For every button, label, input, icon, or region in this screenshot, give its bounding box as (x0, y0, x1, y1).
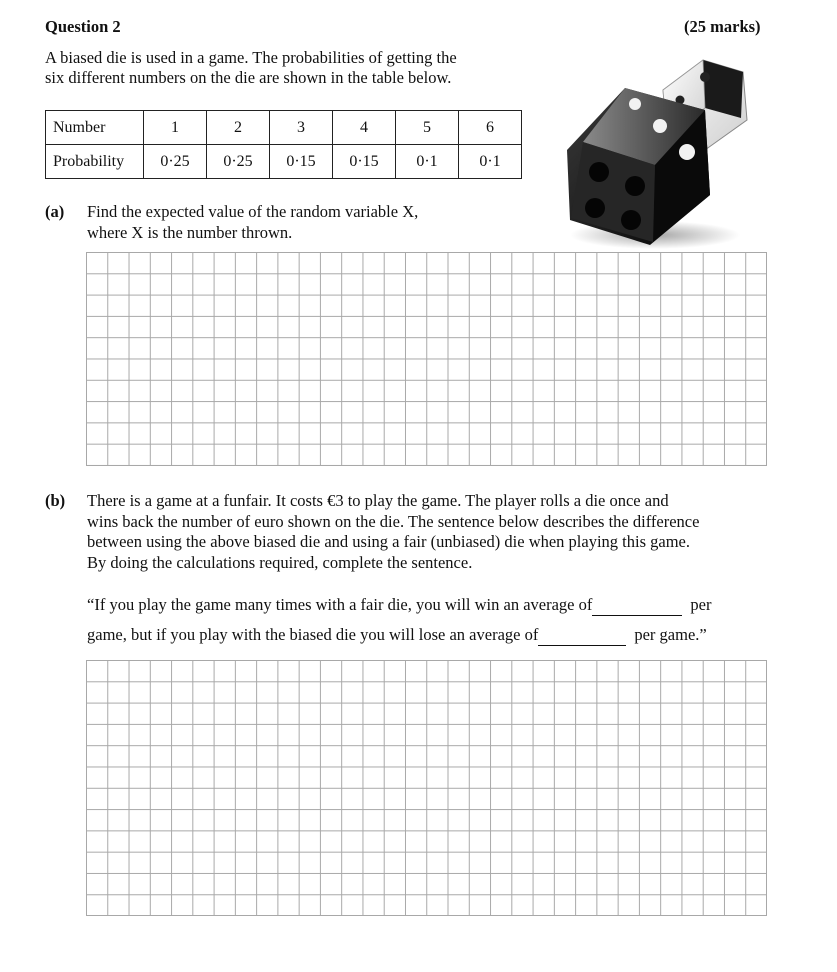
part-b-label: (b) (45, 491, 66, 510)
number-cell: 3 (270, 111, 333, 145)
part-b-line-4: By doing the calculations required, complete the sentence. (87, 552, 473, 572)
part-b-line-2: wins back the number of euro shown on the die. The sentence below describes the difference (87, 511, 700, 531)
probability-cell: 0·25 (207, 145, 270, 179)
answer-grid-b[interactable] (86, 660, 767, 916)
intro-text (45, 48, 515, 88)
dice-image (555, 50, 760, 250)
black-die (567, 88, 710, 245)
fair-die-win-blank[interactable] (592, 595, 682, 616)
quote-line-2-start: game, but if you play with the biased die you will lose an average of (87, 625, 539, 644)
number-cell: 2 (207, 111, 270, 145)
probability-table (45, 110, 522, 179)
probability-cell: 0·1 (459, 145, 522, 179)
part-a-text (87, 202, 517, 243)
probability-cell: 0·15 (333, 145, 396, 179)
part-a-line-2: where X is the number thrown. (87, 222, 293, 242)
question-title: Question 2 (45, 17, 121, 36)
intro-line-1: A biased die is used in a game. The probabilities of getting the (45, 48, 457, 67)
number-cell: 4 (333, 111, 396, 145)
probability-cell: 0·1 (396, 145, 459, 179)
part-b-line-3: between using the above biased die and using a fair (unbiased) die when playing this game. (87, 532, 690, 551)
biased-die-loss-blank[interactable] (538, 625, 626, 646)
table-row-number (46, 111, 522, 145)
part-b-line-1: There is a game at a funfair. It costs €3 to play the game. The player rolls a die once and (87, 491, 669, 510)
quote-line-1 (87, 595, 767, 616)
part-b-text (87, 491, 787, 573)
probability-cell: 0·25 (144, 145, 207, 179)
answer-grid-a[interactable] (86, 252, 767, 466)
question-marks: (25 marks) (684, 17, 761, 36)
quote-line-1-end: per (690, 595, 712, 614)
part-a-label: (a) (45, 202, 65, 221)
quote-line-2 (87, 625, 767, 646)
quote-line-1-start: “If you play the game many times with a fair die, you will win an average of (87, 595, 593, 614)
row-header-number: Number (46, 111, 144, 145)
row-header-probability: Probability (46, 145, 144, 179)
quote-line-2-end: per game.” (634, 625, 707, 644)
number-cell: 6 (459, 111, 522, 145)
probability-cell: 0·15 (270, 145, 333, 179)
number-cell: 1 (144, 111, 207, 145)
table-row-probability (46, 145, 522, 179)
number-cell: 5 (396, 111, 459, 145)
part-a-line-1: Find the expected value of the random variable X, (87, 202, 419, 221)
intro-line-2: six different numbers on the die are shown in the table below. (45, 68, 452, 87)
